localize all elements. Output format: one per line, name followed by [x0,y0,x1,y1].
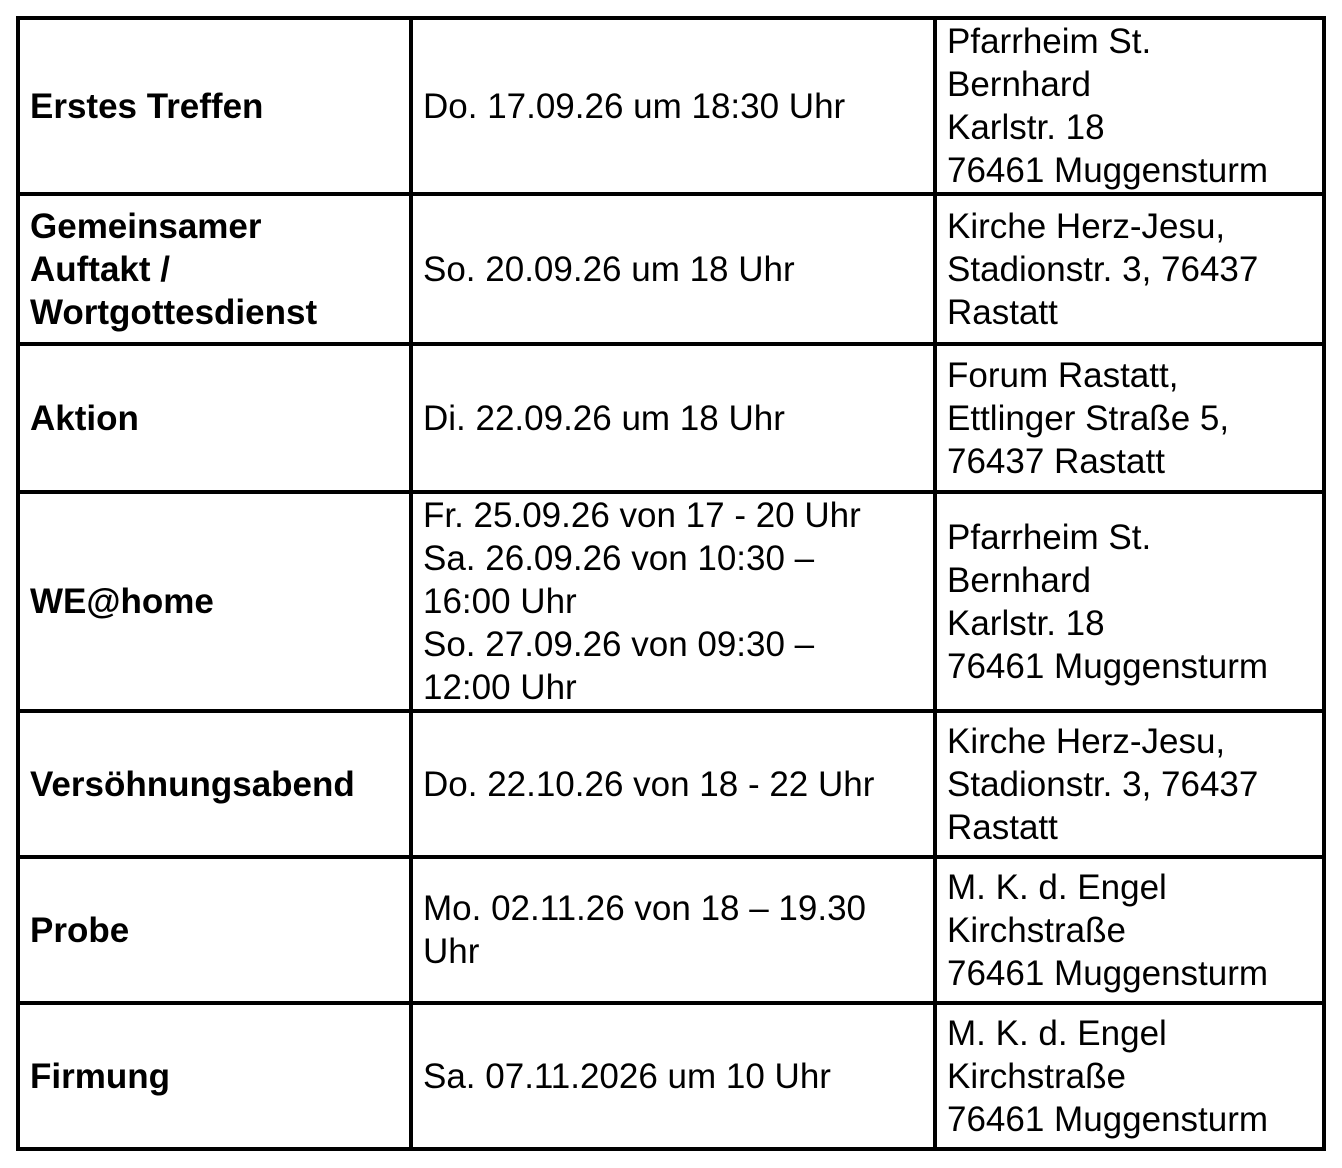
table-row [18,18,1324,194]
date-text: Mo. 02.11.26 von 18 – 19.30 [423,889,867,928]
event-label: Auftakt / [30,249,170,289]
location-text: M. K. d. Engel [947,867,1167,907]
location-text: Karlstr. 18 [947,603,1105,643]
event-label: WE@home [30,582,214,621]
location-text: Bernhard [947,65,1091,104]
date-cell [411,857,935,1003]
location-cell [935,18,1324,194]
location-text: Pfarrheim St. [947,517,1152,557]
location-cell [935,711,1324,857]
event-cell [18,344,411,492]
event-cell [18,1003,411,1149]
event-cell [18,194,411,344]
location-text: Kirche Herz-Jesu, [947,206,1226,246]
event-label: Erstes Treffen [30,86,264,126]
location-cell [935,1003,1324,1149]
table-row [18,492,1324,711]
location-text: Kirchstraße [947,1056,1126,1096]
table-row [18,194,1324,344]
event-label: Gemeinsamer [30,206,262,246]
location-text: Rastatt [947,807,1058,847]
date-cell [411,1003,935,1149]
location-text: 76461 Muggensturm [947,151,1269,190]
event-cell [18,492,411,711]
date-text: 16:00 Uhr [423,582,577,621]
date-text: Fr. 25.09.26 von 17 - 20 Uhr [423,496,861,535]
location-text: 76461 Muggensturm [947,1099,1269,1139]
event-label: Firmung [30,1056,170,1096]
location-text: M. K. d. Engel [947,1013,1167,1053]
date-text: Di. 22.09.26 um 18 Uhr [423,398,785,438]
date-cell [411,18,935,194]
table-row [18,1003,1324,1149]
date-cell [411,711,935,857]
location-text: 76461 Muggensturm [947,953,1269,993]
date-text: Sa. 26.09.26 von 10:30 – [423,539,815,578]
event-cell [18,857,411,1003]
location-text: Stadionstr. 3, 76437 [947,764,1259,804]
event-cell [18,18,411,194]
location-text: Rastatt [947,292,1058,332]
event-label: Probe [30,910,130,950]
date-text: 12:00 Uhr [423,668,577,707]
table-row [18,857,1324,1003]
date-text: Uhr [423,932,480,971]
location-text: Karlstr. 18 [947,108,1105,147]
date-text: Do. 17.09.26 um 18:30 Uhr [423,86,846,126]
date-text: Do. 22.10.26 von 18 - 22 Uhr [423,764,875,804]
location-text: Kirchstraße [947,910,1126,950]
table-row [18,344,1324,492]
location-text: Stadionstr. 3, 76437 [947,249,1259,289]
location-cell [935,492,1324,711]
location-text: Ettlinger Straße 5, [947,398,1230,438]
date-cell [411,492,935,711]
location-text: Pfarrheim St. [947,22,1152,61]
location-text: 76461 Muggensturm [947,646,1269,686]
date-text: Sa. 07.11.2026 um 10 Uhr [423,1056,831,1096]
location-text: 76437 Rastatt [947,441,1165,481]
table-row [18,711,1324,857]
event-label: Aktion [30,398,139,438]
date-cell [411,194,935,344]
event-label: Versöhnungsabend [30,764,355,804]
event-cell [18,711,411,857]
location-cell [935,194,1324,344]
location-text: Bernhard [947,560,1091,600]
event-label: Wortgottesdienst [30,292,318,332]
location-cell [935,857,1324,1003]
schedule-table [16,16,1326,1151]
date-text: So. 20.09.26 um 18 Uhr [423,249,795,289]
date-cell [411,344,935,492]
location-cell [935,344,1324,492]
date-text: So. 27.09.26 von 09:30 – [423,625,815,664]
location-text: Kirche Herz-Jesu, [947,721,1226,761]
location-text: Forum Rastatt, [947,355,1179,395]
